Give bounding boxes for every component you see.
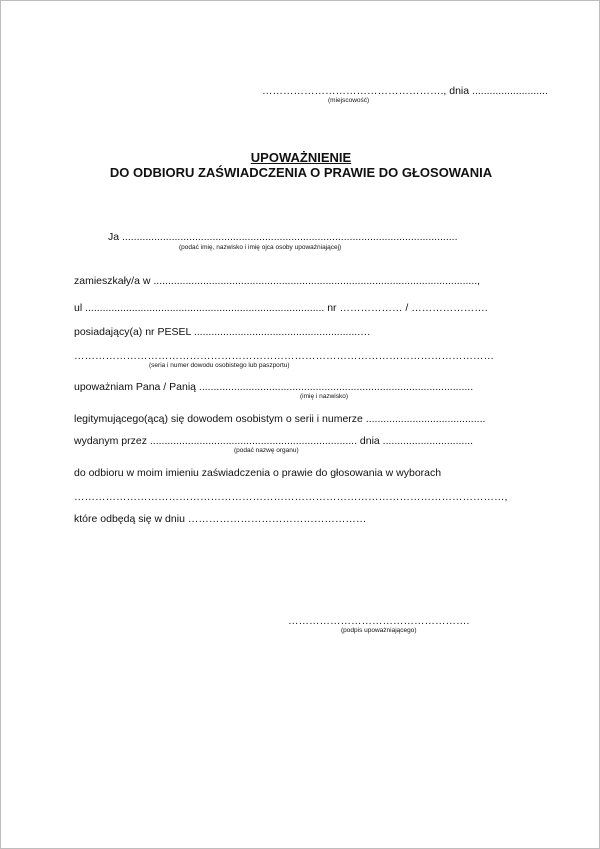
hint-authorize: (imię i nazwisko) — [300, 393, 349, 400]
field-purpose: do odbioru w moim imieniu zaświadczenia o prawie do głosowania w wyborach — [74, 467, 442, 479]
field-ja: Ja ................................................................................................................... — [108, 231, 458, 243]
document-title: UPOWAŻNIENIE — [250, 150, 352, 165]
field-authorize: upoważniam Pana / Panią .............................................................................................. — [74, 381, 474, 393]
field-street: ul .................................................................................. nr ……………… / …………………. — [74, 302, 488, 314]
signature-line: ……………………………………………. — [288, 615, 470, 627]
signature-hint: (podpis upoważniającego) — [341, 627, 417, 634]
field-pesel: posiadający(a) nr PESEL .........................................................… — [74, 326, 371, 338]
field-identified: legitymującego(ącą) się dowodem osobistym o serii i numerze ......................................... — [74, 413, 486, 425]
field-issued: wydanym przez ....................................................................... dnia ............................... — [74, 435, 474, 447]
place-date-line: ……………………………………………., dnia .......................... — [262, 85, 548, 97]
document-subtitle: DO ODBIORU ZAŚWIADCZENIA O PRAWIE DO GŁOSOWANIA — [109, 165, 493, 180]
hint-ja: (podać imię, nazwisko i imię ojca osoby upoważniającej) — [179, 244, 342, 251]
field-id-document: ………………………………………………………………………………………………………… — [74, 350, 494, 362]
hint-id-document: (seria i numer dowodu osobistego lub paszportu) — [149, 362, 290, 369]
field-election-date: które odbędą się w dniu …………………………………………… — [74, 513, 367, 525]
field-residence: zamieszkały/a w ..............................................................................................................., — [74, 275, 481, 287]
place-hint: (miejscowość) — [328, 97, 370, 104]
hint-issued: (podać nazwę organu) — [234, 447, 299, 454]
field-elections: ……………………………………………………………………………………………………………, — [74, 491, 508, 503]
